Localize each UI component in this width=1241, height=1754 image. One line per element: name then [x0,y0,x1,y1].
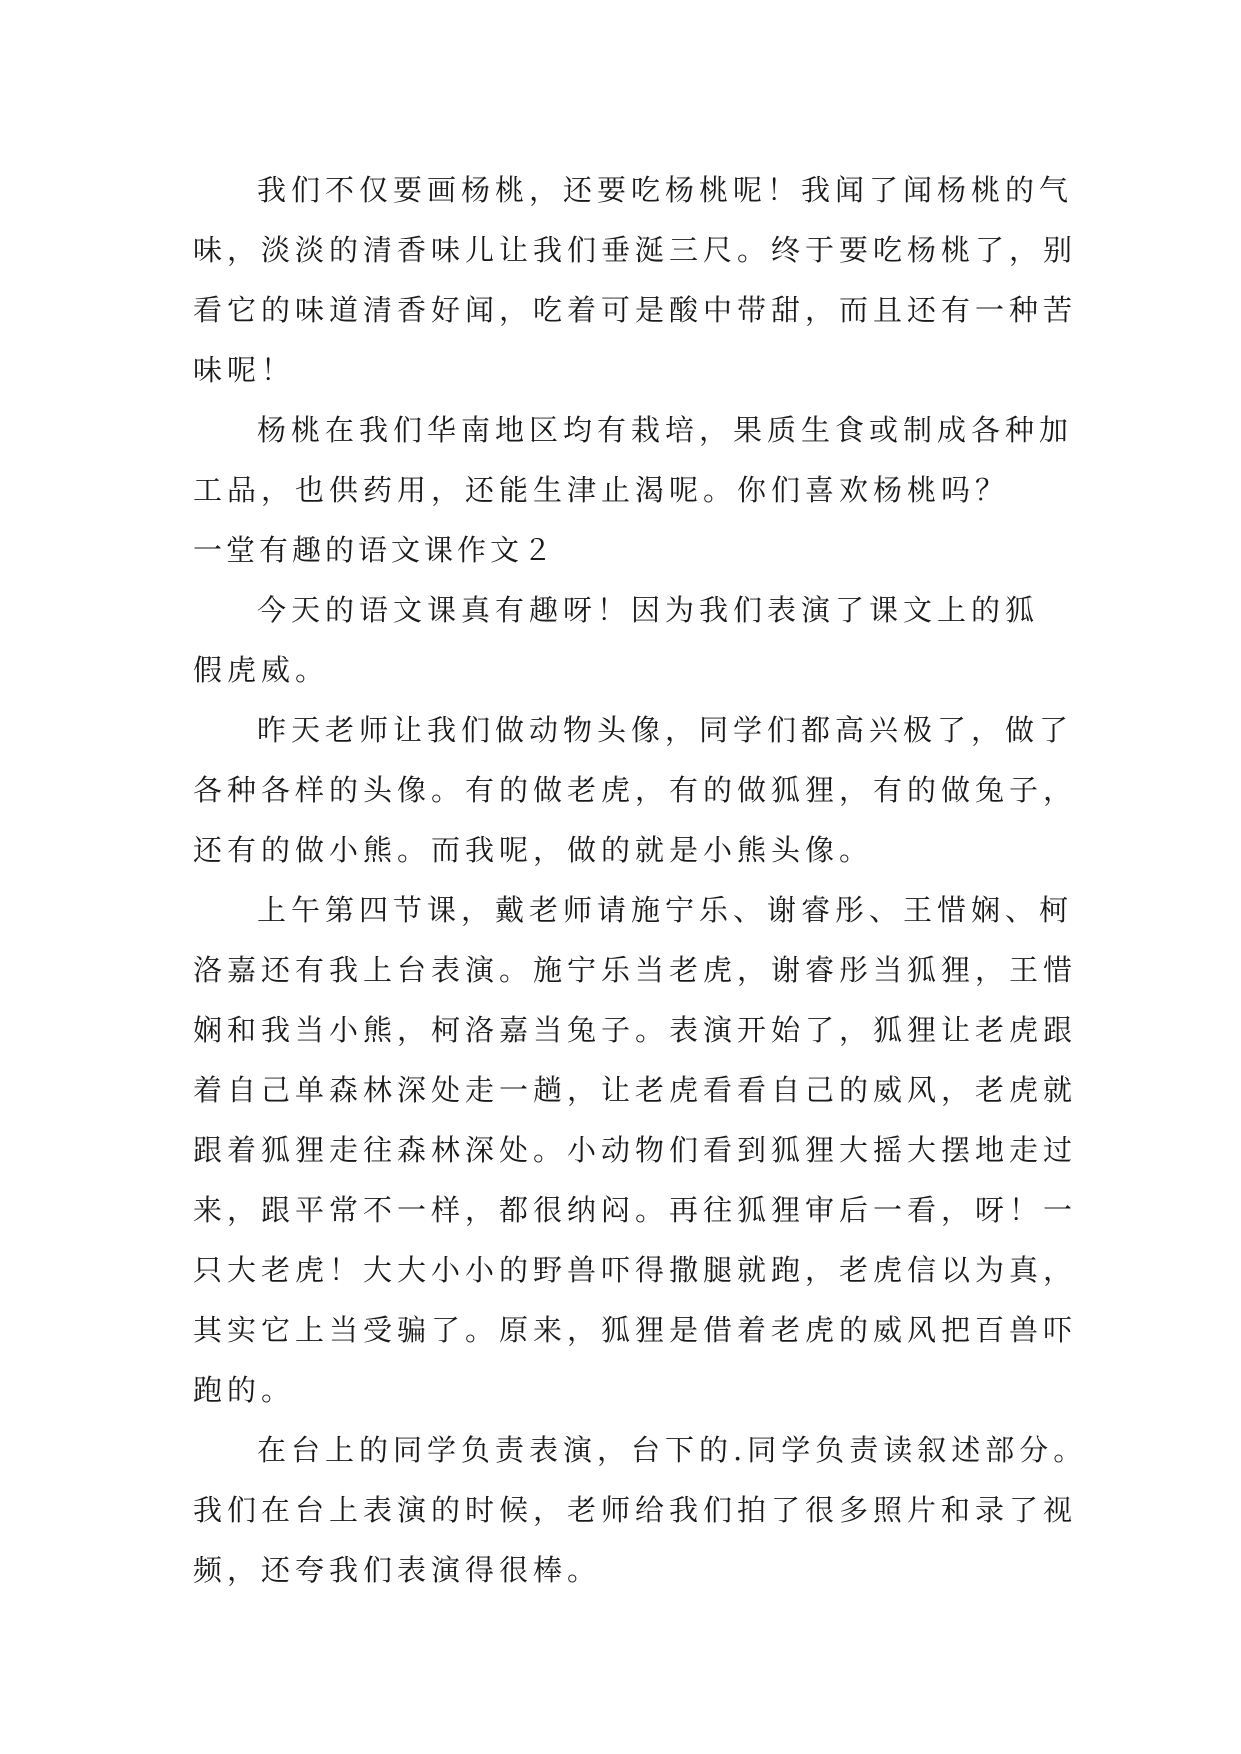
text-line: 跟着狐狸走往森林深处。小动物们看到狐狸大摇大摆地走过 [193,1133,1078,1167]
text-line: 频，还夸我们表演得很棒。 [193,1553,602,1587]
text-line: 跑的。 [193,1373,296,1407]
text-line: 今天的语文课真有趣呀！因为我们表演了课文上的狐 [257,593,1040,627]
text-line: 娴和我当小熊，柯洛嘉当兔子。表演开始了，狐狸让老虎跟 [193,1013,1078,1047]
text-line: 上午第四节课，戴老师请施宁乐、谢睿彤、王惜娴、柯 [257,893,1074,927]
text-line: 杨桃在我们华南地区均有栽培，果质生食或制成各种加 [257,413,1074,447]
text-line: 假虎威。 [193,653,330,687]
document-body [193,160,1088,1600]
paragraph-chinese-class-intro [193,580,1063,700]
text-line: 味，淡淡的清香味儿让我们垂涎三尺。终于要吃杨桃了，别 [193,233,1078,267]
paragraph-performance [193,880,1078,1420]
paragraph-animal-masks [193,700,1078,880]
text-line: 洛嘉还有我上台表演。施宁乐当老虎，谢睿彤当狐狸，王惜 [193,953,1078,987]
text-line: 还有的做小熊。而我呢，做的就是小熊头像。 [193,833,874,867]
text-line: 我们不仅要画杨桃，还要吃杨桃呢！我闻了闻杨桃的气 [257,173,1074,207]
text-line: 我们在台上表演的时候，老师给我们拍了很多照片和录了视 [193,1493,1078,1527]
text-line: 着自己单森林深处走一趟，让老虎看看自己的威风，老虎就 [193,1073,1078,1107]
section-heading [193,520,1063,580]
text-line: 在台上的同学负责表演，台下的.同学负责读叙述部分。 [257,1433,1088,1467]
text-line: 味呢！ [193,353,296,387]
text-line: 只大老虎！大大小小的野兽吓得撒腿就跑，老虎信以为真， [193,1253,1078,1287]
text-line: 各种各样的头像。有的做老虎，有的做狐狸，有的做兔子， [193,773,1078,807]
text-line: 工品，也供药用，还能生津止渴呢。你们喜欢杨桃吗？ [193,473,1010,507]
paragraph-conclusion [193,1420,1088,1600]
text-line: 其实它上当受骗了。原来，狐狸是借着老虎的威风把百兽吓 [193,1313,1078,1347]
heading-text: 一堂有趣的语文课作文２ [193,533,557,567]
paragraph-yangtao-cultivation [193,400,1074,520]
text-line: 昨天老师让我们做动物头像，同学们都高兴极了，做了 [257,713,1074,747]
text-line: 来，跟平常不一样，都很纳闷。再往狐狸审后一看，呀！一 [193,1193,1078,1227]
text-line: 看它的味道清香好闻，吃着可是酸中带甜，而且还有一种苦 [193,293,1078,327]
paragraph-yangtao-taste [193,160,1078,400]
